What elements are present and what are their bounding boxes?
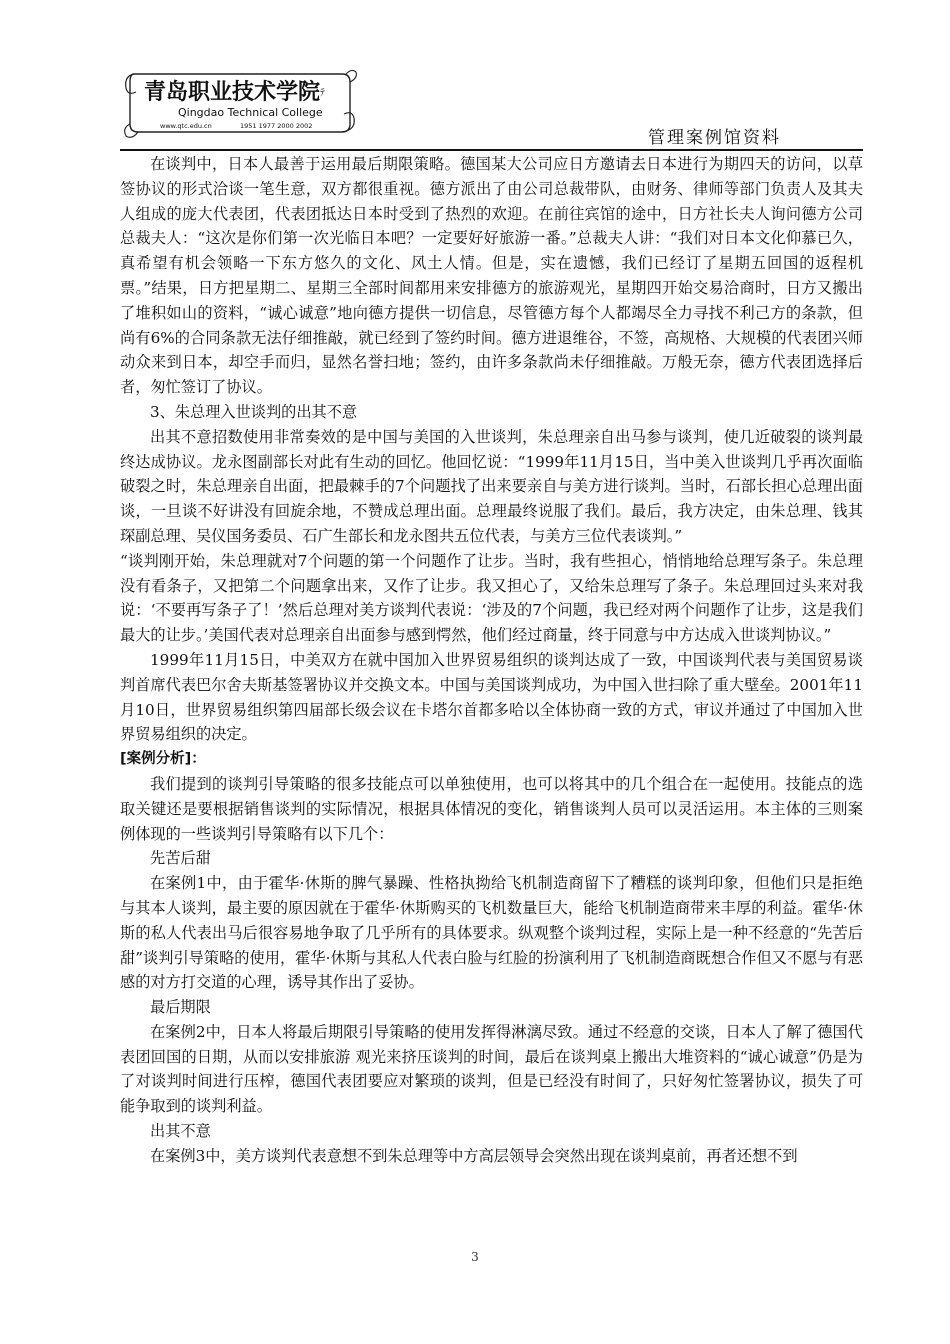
paragraph-case3-outcome: 1999年11月15日，中美双方在就中国加入世界贸易组织的谈判达成了一致，中国谈判代表与美国贸易谈判首席代表巴尔舍夫斯基签署协议并交换文本。中国与美国谈判成功，为中国入世扫除了重大壁垒。2001年11月10日，世界贸易组织第四届部长级会议在卡塔尔首都多哈以全体协商一致的方式，审议并通过了中国加入世界贸易组织的决定。 xyxy=(120,650,863,744)
logo-url: www.qtc.edu.cn xyxy=(160,122,212,130)
page-number: 3 xyxy=(471,1250,479,1264)
body-text xyxy=(120,152,863,1169)
section-label: 管理案例馆资料 xyxy=(648,128,781,148)
scroll-banner-icon xyxy=(120,66,360,148)
logo-english-name: Qingdao Technical College xyxy=(178,106,323,119)
strategy-title-surprise: 出其不意 xyxy=(150,1122,211,1141)
analysis-heading: [案例分析]： xyxy=(120,751,206,768)
paragraph-case3-quote: “谈判刚开始，朱总理就对7个问题的第一个问题作了让步。当时，我有些担心，悄悄地给总理写条子。朱总理没有看条子，又把第二个问题拿出来，又作了让步。我又担心了，又给朱总理写了条子。朱总理回过头来对我说：‘不要再写条子了！’然后总理对美方谈判代表说：‘涉及的7个问题，我已经对两个问题作了让步，这是我们最大的让步。’美国代表对总理亲自出面参与感到愕然，他们经过商量，终于同意与中方达成入世谈判协议。” xyxy=(120,551,863,645)
paragraph-analysis-case3: 在案例3中，美方谈判代表意想不到朱总理等中方高层领导会突然出现在谈判桌前，再者还想不到 xyxy=(150,1146,798,1165)
college-logo xyxy=(120,66,360,148)
paragraph-analysis-case2: 在案例2中，日本人将最后期限引导策略的使用发挥得淋漓尽致。通过不经意的交谈，日本人了解了德国代表团回国的日期，从而以安排旅游 观光来挤压谈判的时间，最后在谈判桌上搬出大堆资料的“诚心诚意”仍是为了对谈判时间进行压榨，德国代表团要应对繁琐的谈判，但是已经没有时间了，只好匆忙签署协议，损失了可能争取到的谈判利益。 xyxy=(120,1022,863,1116)
paragraph-case3-intro: 出其不意招数使用非常奏效的是中国与美国的入世谈判，朱总理亲自出马参与谈判，使几近破裂的谈判最终达成协议。龙永图副部长对此有生动的回忆。他回忆说：“1999年11月15日，当中美入世谈判几乎再次面临破裂之时，朱总理亲自出面，把最棘手的7个问题找了出来要亲自与美方进行谈判。当时，石部长担心总理出面谈，一旦谈不好讲没有回旋余地，不赞成总理出面。总理最终说服了我们。最后，我方决定，由朱总理、钱其琛副总理、吴仪国务委员、石广生部长和龙永图共五位代表，与美方三位代表谈判。” xyxy=(120,427,863,545)
logo-chinese-name: 青岛职业技术学院 xyxy=(144,79,321,105)
strategy-title-deadline: 最后期限 xyxy=(150,998,211,1017)
svg-text:ﾃ: ﾃ xyxy=(320,88,325,99)
logo-years: 1951 1977 2000 2002 xyxy=(240,122,313,130)
paragraph-analysis-case1: 在案例1中，由于霍华·休斯的脾气暴躁、性格执拗给飞机制造商留下了糟糕的谈判印象，但他们只是拒绝与其本人谈判，最主要的原因就在于霍华·休斯购买的飞机数量巨大，能给飞机制造商带来丰厚的利益。霍华·休斯的私人代表出马后很容易地争取了几乎所有的具体要求。纵观整个谈判过程，实际上是一种不经意的“先苦后甜”谈判引导策略的使用，霍华·休斯与其私人代表白脸与红脸的扮演利用了飞机制造商既想合作但又不愿与有恶感的对方打交道的心理，诱导其作出了妥协。 xyxy=(120,874,863,992)
case3-title: 3、朱总理入世谈判的出其不意 xyxy=(150,402,358,421)
header-divider xyxy=(120,149,863,151)
paragraph-analysis-intro: 我们提到的谈判引导策略的很多技能点可以单独使用，也可以将其中的几个组合在一起使用。技能点的选取关键还是要根据销售谈判的实际情况，根据具体情况的变化，销售谈判人员可以灵活运用。本主体的三则案例体现的一些谈判引导策略有以下几个： xyxy=(120,774,863,843)
paragraph-case2-body: 在谈判中，日本人最善于运用最后期限策略。德国某大公司应日方邀请去日本进行为期四天的访问，以草签协议的形式洽谈一笔生意，双方都很重视。德方派出了由公司总裁带队，由财务、律师等部门负责人及其夫人组成的庞大代表团，代表团抵达日本时受到了热烈的欢迎。在前往宾馆的途中，日方社长夫人询问德方公司总裁夫人：“这次是你们第一次光临日本吧？一定要好好旅游一番。”总裁夫人讲：“我们对日本文化仰慕已久，真希望有机会领略一下东方悠久的文化、风土人情。但是，实在遗憾，我们已经订了星期五回国的返程机票。”结果，日方把星期二、星期三全部时间都用来安排德方的旅游观光，星期四开始交易洽商时，日方又搬出了堆积如山的资料，“诚心诚意”地向德方提供一切信息，尽管德方每个人都竭尽全力寻找不利己方的条款，但尚有6%的合同条款无法仔细推敲，就已经到了签约时间。德方进退维谷，不签，高规格、大规模的代表团兴师动众来到日本，却空手而归，显然名誉扫地；签约，由许多条款尚未仔细推敲。万般无奈，德方代表团选择后者，匆忙签订了协议。 xyxy=(120,155,863,397)
strategy-title-bitter-then-sweet: 先苦后甜 xyxy=(150,849,211,868)
